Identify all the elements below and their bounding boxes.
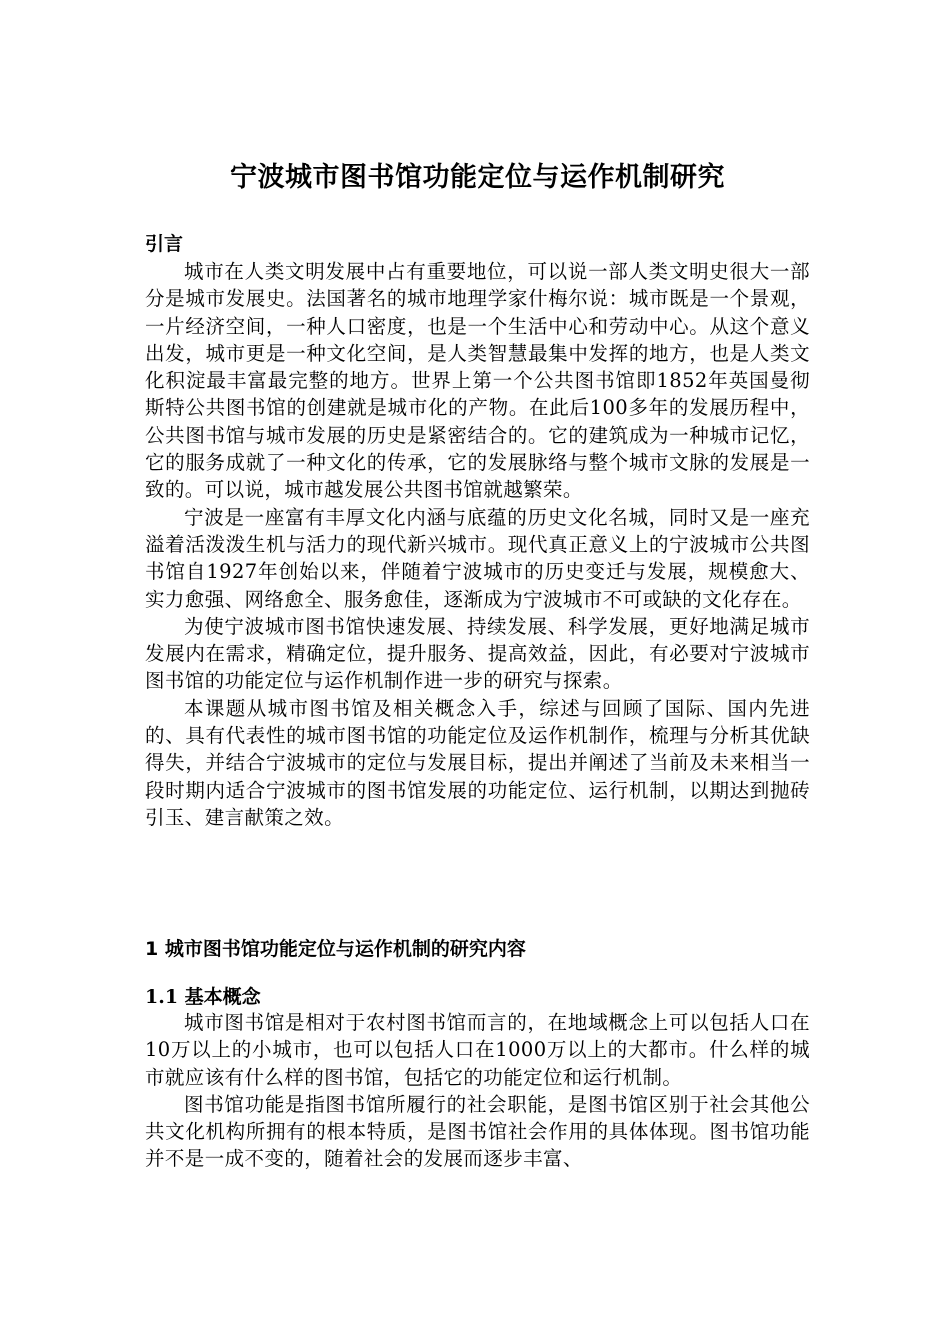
section-1-1-body [145,1009,810,1173]
intro-paragraph-4: 本课题从城市图书馆及相关概念入手，综述与回顾了国际、国内先进的、具有代表性的城市图书馆的功能定位及运作机制作，梳理与分析其优缺得失，并结合宁波城市的定位与发展目标，提出并阐述了当前及未来相当一段时期内适合宁波城市的图书馆发展的功能定位、运行机制，以期达到抛砖引玉、建言献策之效。 [145,696,810,829]
paper-title: 宁波城市图书馆功能定位与运作机制研究 [230,162,725,193]
section-1-1-heading: 1.1 基本概念 [145,986,261,1008]
section-1-heading: 1 城市图书馆功能定位与运作机制的研究内容 [145,938,526,960]
section-1-1-paragraph-2: 图书馆功能是指图书馆所履行的社会职能，是图书馆区别于社会其他公共文化机构所拥有的根本特质，是图书馆社会作用的具体体现。图书馆功能并不是一成不变的，随着社会的发展而逐步丰富、 [145,1092,810,1171]
document-page [145,0,810,1344]
intro-heading: 引言 [145,233,184,255]
intro-paragraph-2: 宁波是一座富有丰厚文化内涵与底蕴的历史文化名城，同时又是一座充溢着活泼泼生机与活力的现代新兴城市。现代真正意义上的宁波城市公共图书馆自1927年创始以来，伴随着宁波城市的历史变迁与发展，规模愈大、实力愈强、网络愈全、服务愈佳，逐渐成为宁波城市不可或缺的文化存在。 [145,505,810,611]
section-1-1-paragraph-1: 城市图书馆是相对于农村图书馆而言的，在地域概念上可以包括人口在10万以上的小城市，也可以包括人口在1000万以上的大都市。什么样的城市就应该有什么样的图书馆，包括它的功能定位和运行机制。 [145,1011,810,1089]
intro-body [145,258,810,831]
intro-paragraph-3: 为使宁波城市图书馆快速发展、持续发展、科学发展，更好地满足城市发展内在需求，精确定位，提升服务、提高效益，因此，有必要对宁波城市图书馆的功能定位与运作机制作进一步的研究与探索。 [145,614,810,693]
intro-paragraph-1: 城市在人类文明发展中占有重要地位，可以说一部人类文明史很大一部分是城市发展史。法国著名的城市地理学家什梅尔说：城市既是一个景观，一片经济空间，一种人口密度，也是一个生活中心和劳动中心。从这个意义出发，城市更是一种文化空间，是人类智慧最集中发挥的地方，也是人类文化积淀最丰富最完整的地方。世界上第一个公共图书馆即1852年英国曼彻斯特公共图书馆的创建就是城市化的产物。在此后100多年的发展历程中，公共图书馆与城市发展的历史是紧密结合的。它的建筑成为一种城市记忆，它的服务成就了一种文化的传承，它的发展脉络与整个城市文脉的发展是一致的。可以说，城市越发展公共图书馆就越繁荣。 [145,260,810,502]
